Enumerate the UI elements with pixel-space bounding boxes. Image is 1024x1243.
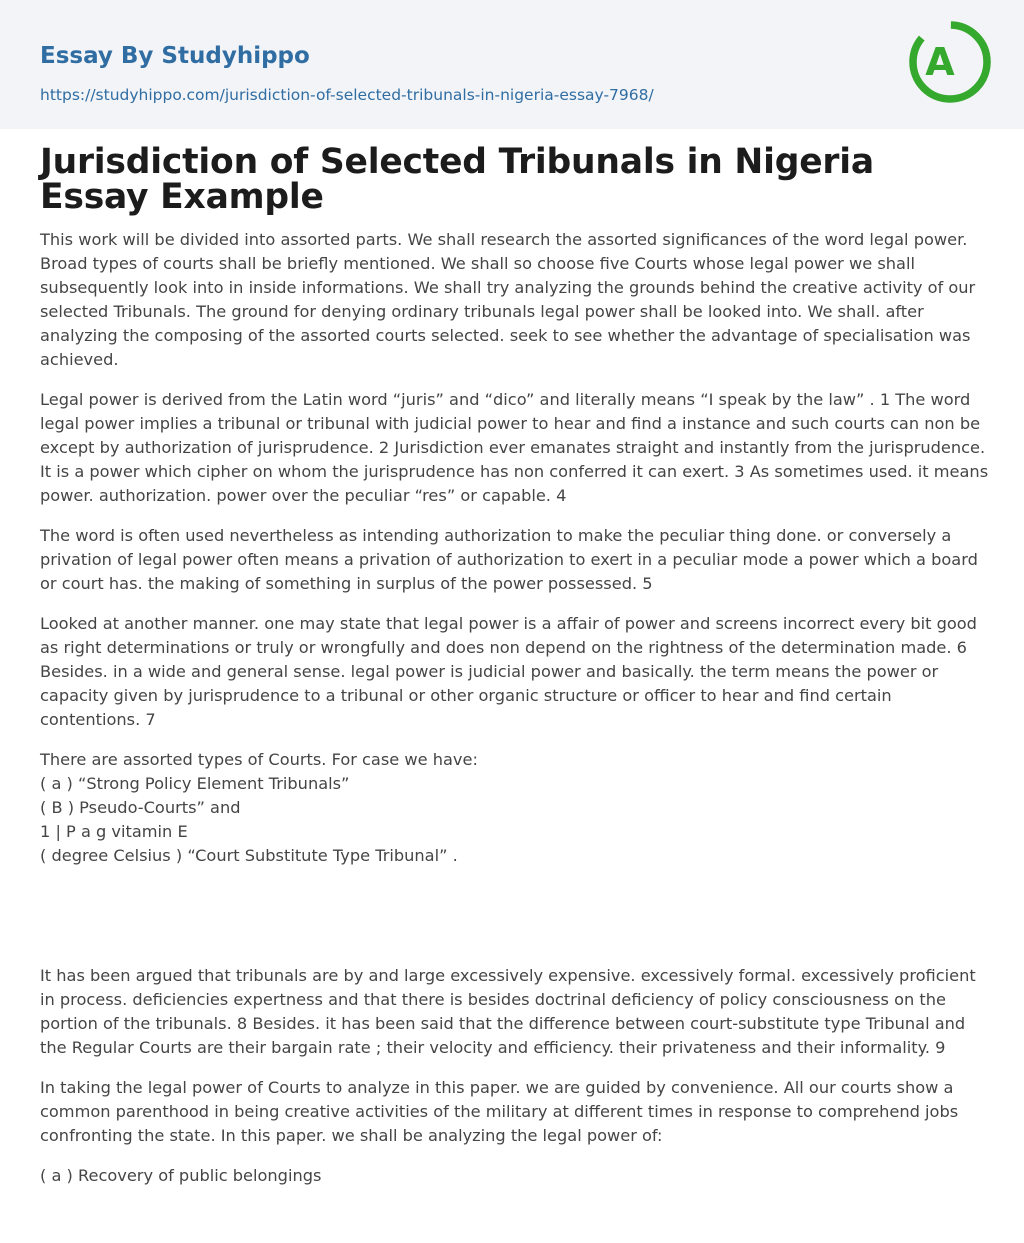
source-url-link[interactable]: https://studyhippo.com/jurisdiction-of-selected-tribunals-in-nigeria-essay-7968/ xyxy=(40,86,654,104)
article-paragraph: In taking the legal power of Courts to analyze in this paper. we are guided by convenience. All our courts show a common parenthood in being creative activities of the military at different times in response to comprehend jobs confronting the state. In this paper. we shall be analyzing the legal power of: xyxy=(40,1078,959,1145)
article-paragraph: Looked at another manner. one may state that legal power is a affair of power and screens incorrect every bit good as right determinations or truly or wrongfully and does non depend on the rightness of the determination made. 6 Besides. in a wide and general sense. legal power is judicial power and basically. the term means the power or capacity given by jurisprudence to a tribunal or other organic structure or officer to hear and find certain contentions. 7 xyxy=(40,614,977,729)
logo-letter: A xyxy=(925,40,955,84)
article-paragraph: It has been argued that tribunals are by and large excessively expensive. excessively formal. excessively proficient in process. deficiencies expertness and that there is besides doctrinal deficiency of policy consciousness on the portion of the tribunals. 8 Besides. it has been said that the difference between court-substitute type Tribunal and the Regular Courts are their bargain rate ; their velocity and efficiency. their privateness and their informality. 9 xyxy=(40,966,976,1057)
article-title: Jurisdiction of Selected Tribunals in Nigeria Essay Example xyxy=(40,142,874,217)
studyhippo-logo-icon[interactable] xyxy=(906,16,994,108)
article-paragraph: ( a ) Recovery of public belongings xyxy=(40,1166,322,1185)
article xyxy=(40,142,990,1204)
list-line: ( B ) Pseudo-Courts” and xyxy=(40,798,241,817)
list-line: There are assorted types of Courts. For case we have: xyxy=(40,750,478,769)
article-paragraph: The word is often used nevertheless as intending authorization to make the peculiar thing done. or conversely a privation of legal power often means a privation of authorization to exert in a peculiar mode a power which a board or court has. the making of something in surplus of the power possessed. 5 xyxy=(40,526,978,593)
site-brand[interactable]: Essay By Studyhippo xyxy=(40,43,310,69)
court-types-list xyxy=(40,748,990,868)
site-header xyxy=(0,0,1024,129)
list-line: ( a ) “Strong Policy Element Tribunals” xyxy=(40,774,350,793)
article-paragraph: This work will be divided into assorted parts. We shall research the assorted significances of the word legal power. Broad types of courts shall be briefly mentioned. We shall so choose five Courts whose legal power we shall subsequently look into in inside informations. We shall try analyzing the grounds behind the creative activity of our selected Tribunals. The ground for denying ordinary tribunals legal power shall be looked into. We shall. after analyzing the composing of the assorted courts selected. seek to see whether the advantage of specialisation was achieved. xyxy=(40,230,976,369)
page-marker: 1 | P a g vitamin E xyxy=(40,822,188,841)
list-line: ( degree Celsius ) “Court Substitute Type Tribunal” . xyxy=(40,846,458,865)
article-paragraph: Legal power is derived from the Latin word “juris” and “dico” and literally means “I speak by the law” . 1 The word legal power implies a tribunal or tribunal with judicial power to hear and find a instance and such courts can non be except by authorization of jurisprudence. 2 Jurisdiction ever emanates straight and instantly from the jurisprudence. It is a power which cipher on whom the jurisprudence has non conferred it can exert. 3 As sometimes used. it means power. authorization. power over the peculiar “res” or capable. 4 xyxy=(40,390,989,505)
